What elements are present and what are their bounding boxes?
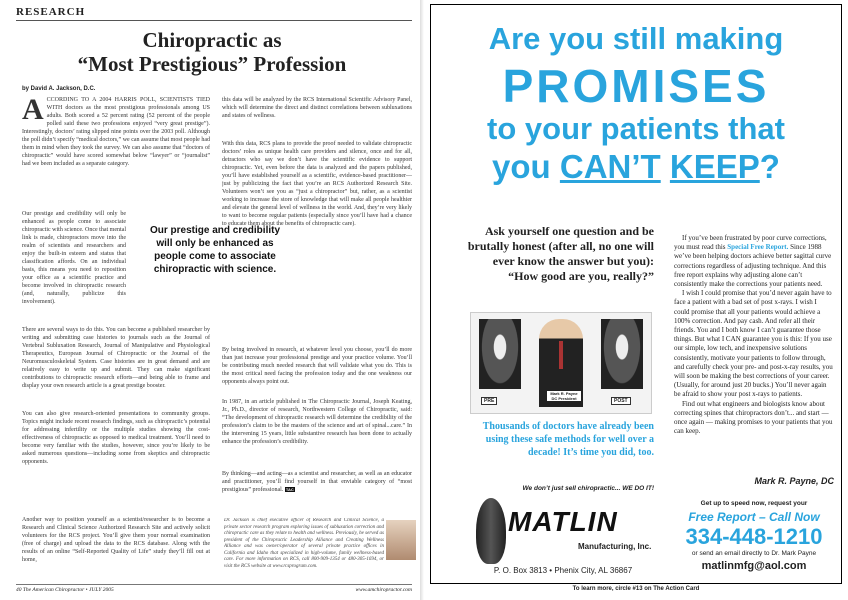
footer-folio: 40 The American Chiropractor • JULY 2005: [16, 587, 114, 593]
body-col2-para1: this data will be analyzed by the RCS International Scientific Advisory Panel, which will determine the direct and distinct correlations between subluxations and states of wellness.: [222, 97, 412, 119]
body-col2-para2: With this data, RCS plans to provide the proof needed to validate chiropractic doctors’ roles as unique health care providers and silence, once and for all, detractors who say we don’t have the scientific evidence to support chiropractic. Yet, even before the data is analyzed and the papers published, you’ll have established yourself as a scientific, evidence-based practitioner—just by publicizing the fact that you’re an RCS Authorized Research Site. Volunteers won’t see you as “just a chiropractor” but, rather, as a scientist working to increase the store of knowledge that will make all people healthier and elevate the general level of wellness in the world. And, they’re very likely to want to become regular patients (especially since you’ll have had a chance to educate them about the benefits of chiropractic care).: [222, 141, 412, 227]
logo-subtitle: Manufacturing, Inc.: [578, 542, 652, 551]
mailing-address: P. O. Box 3813 • Phenix City, AL 36867: [493, 566, 633, 575]
body-col2-para5: By thinking—and acting—as a scientist and researcher, as well as an educator and practitioner, you’ll find yourself in that enviable category of “most prestigious” professional. TAC: [222, 471, 412, 493]
body-col1-para1: ACCORDING TO A 2004 HARRIS POLL, SCIENTISTS TIED WITH doctors as the most prestigious professionals among US adults. Both scored a 52 percent rating (52 percent of the people polled said these two professions enjoyed “very great prestige”). Interestingly, doctors’ rating slipped nine points over the 2003 poll. Although the poll didn’t specify “medical doctors,” we can assume that most people had them in mind when they took the survey. We can also assume that “doctors of chiropractic” would have scored somewhat below “lawyer” or “journalist” had we been included as a separate category.: [22, 93, 211, 167]
drop-cap: A: [22, 93, 44, 126]
pre-label: PRE: [481, 397, 497, 405]
free-report-highlight: Special Free Report.: [727, 243, 789, 252]
ad-para-3: Find out what engineers and biologists know about correcting spines that chiropractors don’t... and start — once again — making promises to your patients that you can keep.: [674, 399, 833, 436]
right-footer: To learn more, circle #13 on The Action Card: [572, 586, 700, 592]
pre-xray-image: [479, 319, 521, 389]
byline: by David A. Jackson, D.C.: [22, 86, 96, 92]
body-col2-para3: By being involved in research, at whatever level you choose, you’ll do more than just increase your professional prestige and your practice volume. You’ll be contributing much needed research that will validate what you do. This is the most critical need facing the profession today and the one weakness our opponents always point out.: [222, 347, 412, 385]
body-col1-para4: You can also give research-oriented presentations to community groups. Topics might include recent research findings, such as chiropractic’s potential for addressing infertility or the multiple studies showing the cost-effectiveness of chiropractic as opposed to medical treatment. You’ll need to become very familiar with the studies, however, since you’re likely to be asked numerous questions—including some from skeptics and chiropractic opponents.: [22, 411, 210, 465]
phone-number[interactable]: 334-448-1210: [685, 524, 823, 549]
section-label: RESEARCH: [16, 6, 86, 18]
body-col2-para4: In 1987, in an article published in The Chiropractic Journal, Joseph Keating, Jr., Ph.D., director of research, Northwestern College of Chiropractic, said: “The development of chiropractic research will determine the credibility of the profession’s claim to be the masters of the science and art of spinal...care.” In the intervening 15 years, little substantive research has been done to actually enhance the profession’s credibility.: [222, 399, 412, 445]
body-col1-para3: There are several ways to do this. You can become a published researcher by writing and submitting case histories to journals such as the Journal of Vertebral Subluxation Research, Journal of Manipulative and Physiological Therapeutics, European Journal of Chiropractic or the Journal of the Neuromusculoskeletal System. Case histories are in great demand and are relatively easy to write up and submit. They can make significant contributions to chiropractic research efforts—and being able to frame and display your own research article is a great prestige booster.: [22, 327, 210, 389]
signature: Mark R. Payne, DC: [754, 476, 834, 486]
end-mark: TAC: [285, 487, 294, 492]
photo-caption: Mark R. Payne DC President: [547, 391, 581, 401]
doctor-tie: [559, 341, 563, 369]
post-xray-image: [601, 319, 643, 389]
pull-quote: Our prestige and credibility will only be enhanced as people come to associate chiropractic with science.: [149, 225, 281, 275]
cta-free-report: Free Report – Call Now: [688, 510, 820, 524]
title-line-1: Chiropractic as: [142, 28, 282, 52]
headline-line-1: Are you still making: [488, 21, 784, 56]
spine-logo-icon: [476, 498, 506, 564]
post-label: POST: [611, 397, 631, 405]
body-col1-para5: Another way to position yourself as a scientist/researcher is to become a Research and Clinical Science Authorized Research Site and actively solicit volunteers for the RCS project. You’ll give them your normal examination (free of charge) and upload the data to the RCS database. Along with the results of an online “Self-Reported Quality of Life” study they’ll fill out at home,: [22, 517, 210, 563]
section-rule: [16, 20, 412, 21]
headline-line-3: to your patients that: [487, 111, 785, 146]
ad-body-copy: [674, 234, 834, 436]
email-prompt: or send an email directly to Dr. Mark Payne: [691, 550, 817, 557]
matlin-logo: [468, 496, 658, 574]
email-address[interactable]: matlinmfg@aol.com: [701, 560, 807, 572]
tagline: We don’t just sell chiropractic... WE DO IT!: [522, 485, 654, 492]
footer-url[interactable]: www.amchiropractor.com: [355, 587, 412, 593]
ad-para-1: If you’ve been frustrated by poor curve corrections, you must read this Special Free Report. Since 1988 we’ve been helping doctors achieve better sagittal curve corrections regardless of adjusting technique. And this free report explains why adjusting alone can’t consistently make the corrections your patients need.: [674, 234, 832, 289]
headline-cant: CAN’T: [559, 148, 661, 185]
ask-question: Ask yourself one question and be brutally honest (after all, no one will ever know the answer but you): “How good are you, really?”: [467, 224, 654, 283]
headline-promises: PROMISES: [502, 60, 770, 112]
logo-wordmark: MATLIN: [508, 506, 618, 537]
ad-para-2: I wish I could promise that you’d never again have to face a patient with a bad set of post x-rays. I wish I could promise that all your patients would achieve a 100% correction. And pay cash. And refer all their friends. You and I both know I can’t guarantee those things. But what I CAN guarantee you is this: If you use our simple, low tech, and inexpensive solutions consistently, motivate your patients to follow through, and carefully check your pre- and post-x-ray results, you will soon be making the best corrections of your career. (Usually, for around just 20 bucks.) You’ll never again be afraid to show your post x-rays to patients.: [674, 289, 833, 399]
headline-keep: KEEP: [669, 148, 760, 185]
advertisement-page: [424, 0, 848, 600]
article-title: [0, 28, 424, 76]
headline-line-4: you CAN’T KEEP?: [492, 148, 780, 185]
title-line-2: “Most Prestigious” Profession: [77, 52, 347, 76]
doctor-xray-photo: [470, 312, 652, 414]
body-col1-para2: Our prestige and credibility will only be enhanced as people come to associate chiropractic with science. Once that mental link is made, chiropractors move into the realm of scientists and researchers and enjoy the built-in esteem and status that classification affords. On an individual basis, this means you need to reposition your office as a scientific practice and become involved in chiropractic research (and, naturally, publicize this involvement).: [22, 211, 126, 305]
author-bio: Dr. Jackson is chief executive officer of Research and Clinical Science, a private sector research program exploring issues of subluxation correction and chiropractic care as they relate to health and wellness. Previously, he served as president of the Chiropractic Leadership Alliance and Creating Wellness Alliance and was owner/operator of several private practice offices in California and Idaho that specialized in high-volume, family wellness-based care. For more information on RCS, call 800-909-1354 or 480-305-1694, or visit the RCS website at www.rcsprogram.com.: [224, 518, 384, 569]
cta-question: Get up to speed now, request your: [700, 500, 808, 507]
author-photo: [386, 520, 416, 560]
left-footer: [16, 584, 412, 593]
thousands-callout: Thousands of doctors have already been using these safe methods for well over a decade! It’s time you did, too.: [482, 421, 654, 458]
